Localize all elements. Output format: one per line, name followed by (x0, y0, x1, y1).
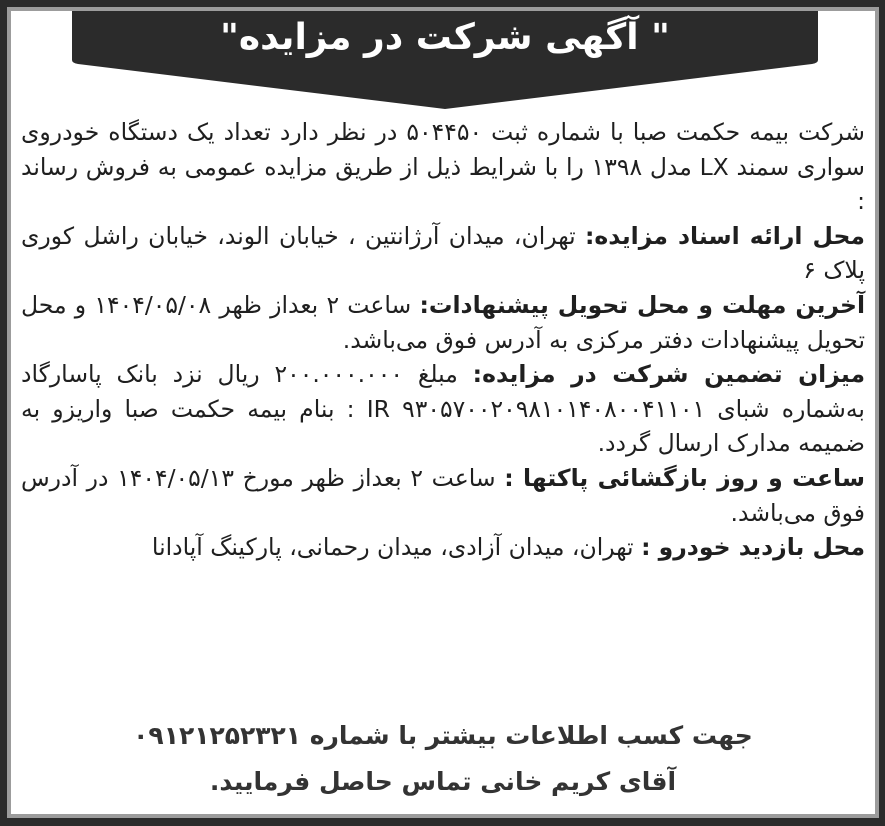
section-documents-location (21, 219, 865, 288)
announcement-paper (11, 11, 875, 814)
contact-line-phone: جهت کسب اطلاعات بیشتر با شماره ۰۹۱۲۱۲۵۲۳۲۱ (133, 721, 753, 750)
section-value: ساعت ۲ بعداز ظهر مورخ ۱۴۰۴/۰۵/۱۳ در آدرس فوق می‌باشد. (21, 463, 865, 527)
section-vehicle-visit (21, 530, 865, 565)
section-label: میزان تضمین شرکت در مزایده: (472, 360, 865, 389)
section-value: ساعت ۲ بعداز ظهر ۱۴۰۴/۰۵/۰۸ و محل تحویل پیشنهادات دفتر مرکزی به آدرس فوق می‌باشد. (21, 290, 865, 354)
section-label: ساعت و روز بازگشائی پاکتها : (504, 463, 865, 492)
section-deadline (21, 288, 865, 357)
intro-text: شرکت بیمه حکمت صبا با شماره ثبت ۵۰۴۴۵۰ در نظر دارد تعداد یک دستگاه خودروی سواری سمند LX مدل ۱۳۹۸ را با شرایط ذیل از طریق مزایده عمومی به فروش رساند : (21, 118, 866, 216)
title-banner (72, 11, 818, 109)
section-value: مبلغ ۲۰۰.۰۰۰.۰۰۰ ریال نزد بانک پاسارگاد به‌شماره شبای IR ۹۳۰۵۷۰۰۲۰۹۸۱۰۱۴۰۸۰۰۴۱۱۰۱ : بنام بیمه حکمت صبا واریزو به ضمیمه مدارک ارسال گردد. (21, 360, 865, 458)
outer-frame (7, 7, 879, 818)
intro-paragraph (21, 115, 865, 219)
page-title: " آگهی شرکت در مزایده" (220, 17, 670, 58)
section-value: تهران، میدان آزادی، میدان رحمانی، پارکینگ آپادانا (151, 533, 634, 562)
announcement-body (21, 115, 865, 565)
section-opening (21, 461, 865, 530)
section-value: تهران، میدان آرژانتین ، خیابان الوند، خیابان راشل کوری پلاک ۶ (21, 221, 865, 285)
section-label: آخرین مهلت و محل تحویل پیشنهادات: (419, 290, 865, 319)
section-label: محل ارائه اسناد مزایده: (585, 221, 865, 250)
contact-line-person: آقای کریم خانی تماس حاصل فرمایید. (209, 767, 677, 796)
section-label: محل بازدید خودرو : (641, 533, 865, 562)
section-deposit (21, 357, 865, 461)
contact-footer (11, 713, 875, 805)
